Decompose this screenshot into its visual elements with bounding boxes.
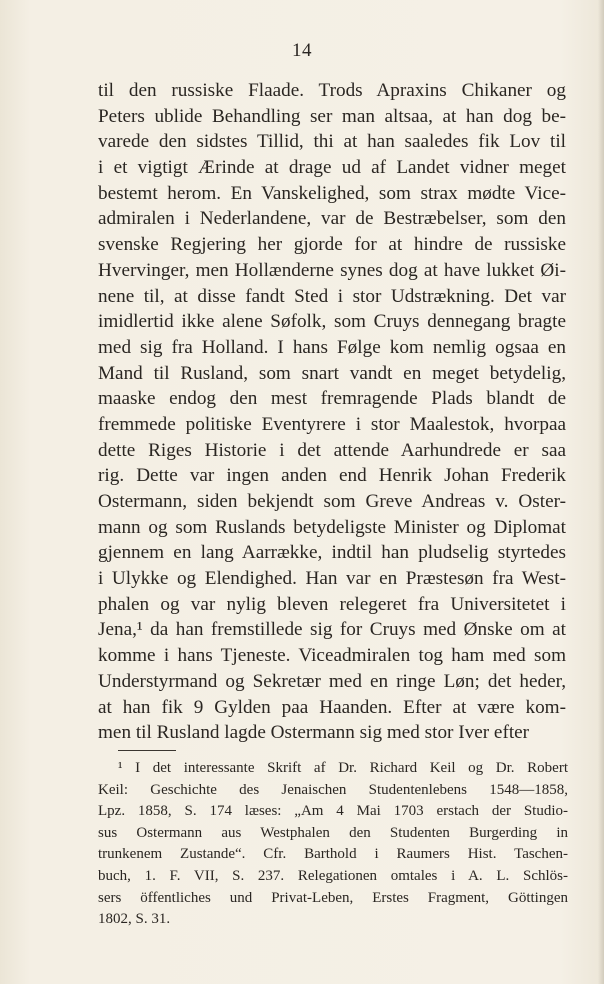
text-line: i Ulykke og Elendighed. Han var en Præstesøn fra West- xyxy=(98,568,566,590)
page-edge-shadow xyxy=(598,0,604,984)
page-number: 14 xyxy=(292,40,312,61)
text-line: Hvervinger, men Hollænderne synes dog at have lukket Øi- xyxy=(98,259,566,281)
text-line: maaske endog den mest fremragende Plads blandt de xyxy=(98,388,566,410)
text-line: at han fik 9 Gylden paa Haanden. Efter at være kom- xyxy=(98,696,566,718)
text-line: fremmede politiske Eventyrere i stor Maalestok, hvorpaa xyxy=(98,413,566,435)
footnote-separator xyxy=(118,750,176,751)
text-line: Peters ublide Behandling ser man altsaa, at han dog be- xyxy=(98,105,566,127)
text-line: mann og som Ruslands betydeligste Minister og Diplomat xyxy=(98,516,566,538)
text-line: phalen og var nylig bleven relegeret fra Universitetet i xyxy=(98,593,566,615)
text-line: admiralen i Nederlandene, var de Bestræbelser, som den xyxy=(98,208,566,230)
text-line: nene til, at disse fandt Sted i stor Udstrækning. Det var xyxy=(98,285,566,307)
text-line: komme i hans Tjeneste. Viceadmiralen tog ham med som xyxy=(98,645,566,667)
main-text xyxy=(98,78,566,746)
text-line: Ostermann, siden bekjendt som Greve Andreas v. Oster- xyxy=(98,491,566,512)
text-line: bestemt herom. En Vanskelighed, som strax mødte Vice- xyxy=(98,182,566,204)
footnote-line: Keil: Geschichte des Jenaischen Studentenlebens 1548—1858, xyxy=(98,781,568,798)
text-line: Understyrmand og Sekretær med en ringe Løn; det heder, xyxy=(98,670,566,692)
footnote-line: sers öffentliches und Privat-Leben, Erstes Fragment, Göttingen xyxy=(98,889,568,906)
text-line: imidlertid ikke alene Søfolk, som Cruys dennegang bragte xyxy=(98,311,566,333)
text-line: svenske Regjering her gjorde for at hindre de russiske xyxy=(98,234,566,256)
footnote-line: buch, 1. F. VII, S. 237. Relegationen omtales i A. L. Schlös- xyxy=(98,867,568,884)
text-line: varede den sidstes Tillid, thi at han saaledes fik Lov til xyxy=(98,131,566,153)
footnote-line: trunkenem Zustande“. Cfr. Barthold i Raumers Hist. Taschen- xyxy=(98,846,568,863)
footnote-line: Lpz. 1858, S. 174 læses: „Am 4 Mai 1703 erstach der Studio- xyxy=(98,803,568,820)
footnote-line: 1802, S. 31. xyxy=(98,911,171,928)
text-line: gjennem en lang Aarrække, indtil han pludselig styrtedes xyxy=(98,542,566,564)
text-line: Mand til Rusland, som snart vandt en meget betydelig, xyxy=(98,362,566,384)
text-line: rig. Dette var ingen anden end Henrik Johan Frederik xyxy=(98,465,566,487)
footnote-line: sus Ostermann aus Westphalen den Studenten Burgerding in xyxy=(98,824,568,841)
text-line: Jena,¹ da han fremstillede sig for Cruys med Ønske om at xyxy=(98,619,566,641)
text-line: til den russiske Flaade. Trods Apraxins Chikaner og xyxy=(98,80,566,101)
text-line: dette Riges Historie i det attende Aarhundrede er saa xyxy=(98,439,566,461)
text-line: men til Rusland lagde Ostermann sig med stor Iver efter xyxy=(98,722,530,744)
text-line: i et vigtigt Ærinde at drage ud af Landet vidner meget xyxy=(98,157,566,179)
footnotes xyxy=(98,758,568,931)
footnote-line: ¹ I det interessante Skrift af Dr. Richard Keil og Dr. Robert xyxy=(118,760,568,776)
text-line: med sig fra Holland. I hans Følge kom nemlig ogsaa en xyxy=(98,336,566,358)
